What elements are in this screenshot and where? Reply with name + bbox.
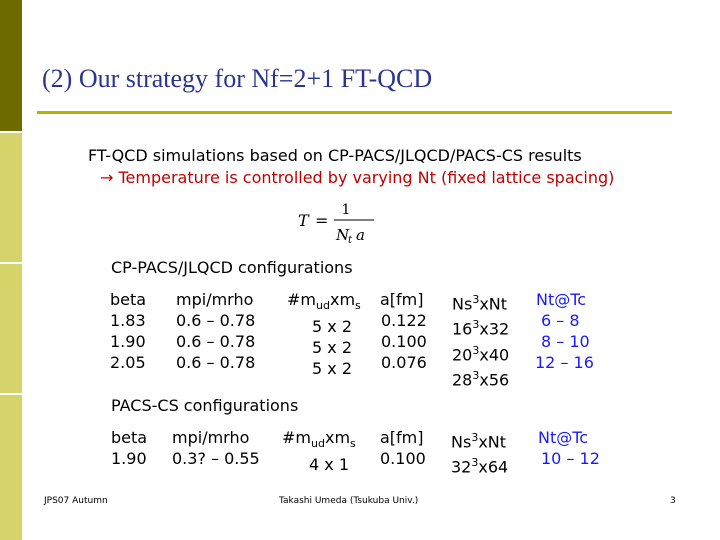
formula-denominator-a: a [356,226,365,244]
table-cell: 8 – 10 [541,332,590,351]
section2-col-beta [111,427,147,469]
cell-sup: 3 [472,368,480,382]
cell-sup: 3 [472,318,480,332]
table-cell: 0.6 – 0.78 [176,332,256,351]
table-cell: 1.90 [111,449,147,468]
intro-line-2-text: Temperature is controlled by varying Nt (fixed lattice spacing) [113,168,615,187]
section2-col-ns [451,427,508,478]
header-part: #m [282,428,311,447]
slide-title: (2) Our strategy for Nf=2+1 FT-QCD [42,64,433,93]
formula-equals: = [315,211,329,230]
table-cell [452,314,509,339]
table-cell [452,340,509,365]
table-cell: a[fm] [380,290,424,309]
header-part: #m [287,290,316,309]
header-sub: ud [316,299,330,313]
table-header-ns [452,289,509,314]
sidebar-light-block [0,131,22,540]
table-cell: beta [111,428,148,447]
table-cell [452,365,509,390]
section2-heading: PACS-CS configurations [111,396,299,415]
cell-part: x40 [479,344,510,364]
formula-denominator-sub: t [348,235,353,245]
header-part: xm [329,290,356,309]
formula-numerator: 1 [341,202,351,218]
table-cell: Nt@Tc [538,428,589,447]
table-cell: 6 – 8 [541,311,580,330]
section1-col-mud [287,289,361,379]
cell-part: x32 [479,319,510,339]
temperature-formula [298,200,378,245]
table-header-mud [282,427,356,454]
section2-col-mud [282,427,356,475]
section1-col-a [380,289,427,373]
table-cell: 5 x 2 [312,338,352,358]
table-cell: 2.05 [110,353,146,372]
intro-line-1: FT-QCD simulations based on CP-PACS/JLQCD/PACS-CS results [88,146,582,165]
header-sub: s [350,437,356,451]
table-cell: 0.100 [380,449,426,468]
cell-part: 16 [452,319,473,339]
section2-col-mpi [172,427,260,469]
table-cell: beta [110,290,147,309]
section2-col-a [380,427,426,469]
cell-part: x64 [478,457,509,477]
intro-line-2 [100,168,614,187]
section1-col-mpi [176,289,255,373]
title-underline [37,111,672,114]
table-cell: mpi/mrho [176,290,254,309]
table-cell: 0.3? – 0.55 [172,449,260,468]
footer-left: JPS07 Autumn [44,496,108,506]
table-cell: a[fm] [380,428,424,447]
sidebar-decoration [0,0,22,540]
sidebar-divider [0,393,22,395]
table-cell: 12 – 16 [535,353,594,372]
cell-part: x56 [479,370,510,390]
table-cell: 4 x 1 [309,455,349,475]
section2-col-nt [538,427,600,469]
table-cell: mpi/mrho [172,428,250,447]
page-number: 3 [670,496,676,506]
cell-part: 28 [452,370,473,390]
sidebar-dark-block [0,0,22,131]
table-cell: 5 x 2 [312,359,352,379]
table-cell: 0.6 – 0.78 [176,311,256,330]
cell-part: 32 [451,457,472,477]
table-cell: 1.90 [110,332,146,351]
table-header-mud [287,289,361,316]
cell-sup: 3 [472,343,480,357]
section1-heading: CP-PACS/JLQCD configurations [111,258,353,277]
header-part: xm [324,428,351,447]
section1-col-nt [536,289,594,373]
header-sup: 3 [472,293,480,306]
table-cell: 10 – 12 [541,449,600,468]
arrow-right-icon: → [100,168,114,187]
table-cell: 0.6 – 0.78 [176,353,256,372]
header-part: Ns [452,294,473,314]
table-cell: 0.100 [381,332,427,351]
header-sub: s [355,299,361,313]
table-cell: 1.83 [110,311,146,330]
table-header-ns [451,427,508,452]
table-cell [451,452,508,477]
footer-center: Takashi Umeda (Tsukuba Univ.) [279,496,419,506]
sidebar-divider [0,262,22,264]
cell-part: 20 [452,344,473,364]
header-sub: ud [311,437,325,451]
table-cell: 0.122 [381,311,427,330]
table-cell: 0.076 [381,353,427,372]
section1-col-ns [452,289,509,390]
sidebar-divider [0,131,22,133]
formula-lhs: T [298,211,309,230]
cell-sup: 3 [471,456,479,470]
table-cell: 5 x 2 [312,317,352,337]
formula-denominator-n: N [336,226,350,244]
header-part: Ns [451,432,472,452]
header-part: xNt [478,432,507,452]
header-sup: 3 [471,431,479,444]
table-cell: Nt@Tc [536,290,587,309]
header-part: xNt [479,294,508,314]
section1-col-beta [110,289,146,373]
